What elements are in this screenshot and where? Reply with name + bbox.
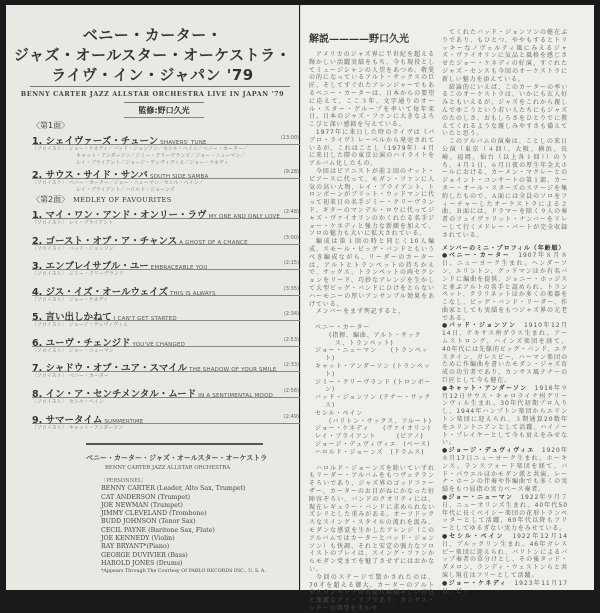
notes-paragraph: 結論的にいえば、このカーターの率いるこのオーケストラは、いかにも玄人好みともいえるが、ジャズをこれから親しんでゆこうという若い人たちにもジャズのたのしさ、おもしろさをひとりでに教えてくれるような親しみやすさも備えていたと思う。 [442,83,568,138]
member-list-item: ハロルド・ジョーンズ (ドラムス) [315,448,425,456]
soloists [32,425,300,432]
track-title-row [32,412,300,424]
track-title-en: SHAVERS' TUNE [160,140,207,146]
track-duration: (2:33) [283,362,299,368]
personnel-member: JIMMY CLEVELAND (Trombone) [101,510,207,518]
orchestra-rule [86,443,263,445]
track-title-ja: 2. サウス・サイド・サンバ [32,170,148,181]
track-3 [32,258,300,278]
track-title-en: SOUTH SIDE SAMBA [149,174,209,180]
track-duration: (13:00) [280,135,299,141]
member-list-item: ジョージ・デュヴィヴィエ (ベース) [315,441,431,449]
member-list-item: バッド・ジョンソン (テナー・サックス) [315,394,432,410]
track-title-ja: 4. ジス・イズ・オールウェイズ [32,287,168,298]
soloist-line: 〔ソロイスト〕 セシル・ペイン [32,399,104,405]
personnel-member: CAT ANDERSON (Trumpet) [101,493,191,501]
member-profile: ●バッド・ジョンソン 1910年12月14日、テキサス州ダラス生まれ。アームストロング、ハインズ楽団を経て、40年代には先駆的ビッグ・バンド、エクスタイン、ガレスピー、ハーマン楽団のために作編曲を書いたモダン・ジャズ育成の功労者であり、カンサス風テナーの巨匠として今も健在。 [442,322,568,385]
supervisor-rule [124,102,204,103]
orchestra-name-ja: ベニー・カーター・ジャズ・オールスター・オーケストラ [86,454,268,462]
title-ja-line-2: ジャズ・オールスター・オーケストラ・ [13,46,292,64]
track-title-ja: 3. エンブレイサブル・ユー [32,261,149,272]
track-9 [32,412,300,432]
notes-paragraph: アメリカのジャズ界に半世紀を超える輝かしい活躍実績をもち、今も現役としてミュージシャンの人望をあつめ、敬愛の的になっているアルト・サックスの巨匠、そしてすぐれたアレンジャーでもあるベニー・カーターは、日本からの要望に応えて、ここ３年、文字通りのオール・スター・グループを率いて毎年来日、日本のジャズ・ファンに大きなよろこびと深い感銘を与えている。 [309,51,435,129]
track-title-row [32,386,300,398]
notes-paragraph: ハロルド・ジョーンズを除いていずれもリーダー・アルバムをもつヴェテランそろいであり、ジャズ界のゴッドファーザー、カーターのお目がねにかなった好陣容ぞろい、バンドのクオリティには、現在レギュラー・バンドに求められないズシリとした重みがある。オーソドックスなスイング・スタイルの流れを汲み、モダンな感覚を生かしたアレンジ（このアルバムではカーターとバッド・ジョンソン）も快調、それと安定の強力なソロイストのプレイは、スイング・ファンからモダン党までを魅了させずにはおかない。 [309,464,435,573]
title-en: BENNY CARTER JAZZ ALLSTAR ORCHESTRA LIVE IN JAPAN '79 [20,90,285,98]
soloist-label: 〔ソロイスト〕 [32,180,67,186]
soloist-line: 〔ソロイスト〕 キャット・アンダーソン [32,425,124,431]
member-list [309,324,435,457]
personnel-members [101,485,266,568]
track-title-en: IN A SENTIMENTAL MOOD [198,393,274,399]
side2-title: MEDLEY OF FAVOURITES [73,196,172,204]
track-title-row [32,360,300,372]
track-duration: (2:48) [283,209,299,215]
track-6 [32,335,300,355]
personnel [101,477,266,577]
profile-name: ●バッド・ジョンソン [442,322,517,330]
notes-paragraph: 今回はピアニストが前２回のナット・ピアースに代って、モダン・ファンに人気の高い大物、レイ・ブライアント、トロンボーンがブリット・ウッドマンに代って初来日の名手ジミー・クリーヴランド、ギターのマンデル・ロウに代ってジャズ・ヴァイオリンのかくれたる名手ジョー・ケネディと強力な新顔を加えて、ソロの魅力も大いに拡大されている。 [309,167,435,238]
personnel-member: RAY BRYANT*(Piano) [101,543,170,551]
track-title-row [32,207,300,219]
soloist-label: 〔ソロイスト〕 [32,146,67,152]
soloist-label: 〔ソロイスト〕 [32,297,67,303]
profile-name: ●ジョージ・デュヴィヴィエ [442,447,535,455]
track-title-ja: 5. 言い出しかねて [32,312,112,323]
soloist-line: 〔ソロイスト〕 ベニー・カーター／ジョー・ニューマン／セシル・ペイン／ [32,180,204,186]
soloists [32,146,300,167]
member-list-item: キャット・アンダーソン (トランペット) [315,363,431,378]
track-list-page [6,5,299,590]
track-title-ja: 6. ユーヴ・チェンジド [32,338,131,349]
track-title-en: THIS IS ALWAYS [169,291,216,297]
track-title-ja: 7. シャドウ・オブ・ユア・スマイル [32,363,188,374]
track-4 [32,284,300,304]
soloist-line: 〔ソロイスト〕 ジョージ・デュヴィヴィエ [32,322,128,328]
personnel-member: CECIL PAYNE (Baritone Sax, Flute) [101,526,215,534]
notes-paragraph: 今回のステージで驚かされたのは、70才を超える御大、カーターのアルトやトランペットの昔変らぬ瑞々しい音色と流麗なアド・リブであり、カンサス・シチーの典型をきかせ [309,573,435,612]
track-title-row [32,133,300,145]
track-title-row [32,309,300,321]
profile-name: ●ジョー・ニューマン [442,494,514,502]
soloists [32,220,300,227]
soloist-label: 〔ソロイスト〕 [32,246,67,252]
soloists [32,297,300,304]
personnel-member: HAROLD JONES (Drums) [101,559,183,567]
track-duration: (2:53) [283,337,299,343]
track-title-en: MY ONE AND ONLY LOVE [208,214,281,220]
side2-label-text: 〈第2面〉 [32,195,70,204]
soloist-line: 〔ソロイスト〕 ジョー・ケネディ／バッド・ジョンソン／セシル・ペイン／ベニー・カーター／ [32,146,248,152]
soloist-line: レイ・ブライアント／ジョージ・デュヴィヴィエ／ジョー・ケネディ [76,160,229,166]
member-list-item: ジミー・クリーヴランド (トロンボーン) [315,378,432,394]
supervisor: 監修:野口久光 [124,106,204,118]
soloists [32,180,300,194]
member-list-item: ベニー・カーター [315,324,371,332]
track-duration: (9:28) [283,169,299,175]
soloist-line: 〔ソロイスト〕 ジミー・クリーヴランド [32,271,124,277]
notes-paragraph: 編成は第１回の時と同じく10人編成、スモール・ビッグ・バンドともいうべき編成ながら、リーダーのカーターは、アルトとトランペットの持ちかえで、サックス、トランペットの両セクションをリード、巧妙なアレンジを生かして大型ビッグ・バンドにひけをとらないハーモニーの厚いアンサンブル効果をあげている。 [309,238,435,308]
track-title-row [32,167,300,179]
soloist-line: 〔ソロイスト〕 ジョー・ニューマン [32,348,114,354]
personnel-member: JOE KENNEDY (Violin) [101,535,175,543]
soloists [32,399,300,406]
track-title-en: SUMMERTIME [104,419,144,425]
track-7 [32,360,300,380]
soloist-line: レイ・ブライアント／ハロルド・ジョーンズ [76,187,175,193]
soloist-label: 〔ソロイスト〕 [32,322,67,328]
member-list-item: セシル・ペイン [315,409,364,417]
title-rule [30,86,290,87]
soloists [32,348,300,355]
track-1 [32,207,300,227]
soloist-line: 〔ソロイスト〕 レイ・ブライアント [32,220,114,226]
track-duration: (2:49) [283,414,299,420]
notes-column-2 [442,29,568,595]
track-title-en: EMBRACEABLE YOU [150,265,208,271]
member-list-item: ジョー・ケネディ (ヴァイオリン) [315,425,431,433]
track-title-en: YOU'VE CHANGED [132,342,186,348]
side1-label-text: 〈第1面〉 [32,121,70,130]
soloist-line: キャット・アンダーソン／ジミー・クリーヴランド／ジョー・ニューマン／ [76,153,246,159]
side2-label [32,195,172,205]
courtesy-note: *Appears Through The Courtesy Of PABLO RECORDS INC., U. S. A. [101,569,266,575]
profile-name: ●キャット・アンダーソン [442,384,528,392]
soloist-label: 〔ソロイスト〕 [32,220,67,226]
personnel-label: 〔PERSONNEL〕 [101,478,147,484]
member-list-item: ジョー・ニューマン (トランペット) [315,347,429,363]
personnel-member: BENNY CARTER (Leader, Alto Sax, Trumpet) [101,485,246,493]
notes-paragraph: てくれたバッド・ジョンソンの健在ぶりであり、もひとつ、ややもするとトリッキーなノヴェルティ風にみえるジャズ・ヴァイオリンに気品と風格を感じさせたジョー・ケネディの好演、すぐれたジャズ・センスも今回のオーケストラに新しい魅力を添えている。 [442,29,568,83]
track-title-ja: 9. サマータイム [32,415,103,426]
side1-label [32,121,69,131]
personnel-member: BUDD JOHNSON (Tenor Sax) [101,518,196,526]
profile-name: ●ジョー・ケネディ [442,579,508,587]
soloists [32,246,300,253]
member-list-item: (指揮、編曲、アルト・サックス、トランペット) [329,331,422,347]
member-profile: ●ジョージ・デュヴィヴィエ 1920年８月17日ニューヨーク生まれ。ホーキンス、ランスフォード楽団を経て、バド・パウエルほかモダン派と共演、レーナ・ホーンの伴奏や作編曲でも多くの実績をもつ屈指の実力ベース奏者。 [442,447,569,494]
member-profile: ●ジョー・ニューマン 1922年９月７日、ニューオリンズ生まれ。40年代50年代に長くベイシー楽団の花形トランペッターとして活躍、60年代以降もフリーとしてゆるぎない実力をみせている。 [442,494,568,533]
soloist-label: 〔ソロイスト〕 [32,425,67,431]
soloist-label: 〔ソロイスト〕 [32,399,67,405]
profile-name: ●ベニー・カーター [442,252,511,260]
personnel-member: GEORGE DUVIVIER (Bass) [101,551,188,559]
title-ja-line-3: ライヴ・イン・ジャパン '79 [51,66,254,84]
track-duration: (2:15) [283,260,299,266]
track-duration: (2:34) [283,311,299,317]
track-title-ja: 8. イン・ア・センチメンタル・ムード [32,389,197,400]
soloists [32,271,300,278]
track-title-en: A GHOST OF A CHANCE [179,240,248,246]
track-duration: (3:35) [283,286,299,292]
track-title-row [32,258,300,270]
soloist-label: 〔ソロイスト〕 [32,373,67,379]
liner-notes-page [300,5,594,612]
soloist-label: 〔ソロイスト〕 [32,348,67,354]
track-title-row [32,284,300,296]
track-title-row [32,335,300,347]
profile-name: ●セシル・ペイン [442,533,505,540]
track-title-ja: 2. ゴースト・オブ・ア・チャンス [32,236,178,247]
soloist-label: 〔ソロイスト〕 [32,271,67,277]
soloists [32,373,300,380]
track-title-ja: 1. シェイヴァーズ・チューン [32,136,159,147]
soloist-line: 〔ソロイスト〕 バッド・ジョンソン [32,246,114,252]
notes-paragraph: メンバーをまず列記すると、 [315,308,406,316]
notes-column-1 [309,33,435,613]
track-1 [32,133,300,167]
notes-paragraph: 1977年に来日した時のライヴは《パブロ・ライヴ》レーベルから発売されているが、これはことし（1979年）４月に来日した際の東京公演のハイライトをアルバム化したもの。 [309,128,435,168]
track-8 [32,386,300,406]
track-duration: (2:56) [283,388,299,394]
soloist-line: 〔ソロイスト〕 ジョー・ケネディ [32,297,109,303]
track-2 [32,167,300,194]
notes-heading: 解説————野口久光 [309,34,409,45]
track-title-en: THE SHADOW OF YOUR SMILE [189,367,277,373]
notes-paragraph: このアルバムの演奏は、ことしの来日公演（東京（４回）、大阪、横浜、長崎、福岡、仙台（以上各１回））のうち、４月１日、６月日夜の厚生年金大ホールにおける、カーメン・マクレーとのジョイント・コンサートの第１部、カーター・オール・スターズのステージを集約したもので、Ａ面には全員のソロをフィーチャーしたオーケストラによる２曲、Ｂ面には、ドラマーを除く９人の奏者のフェイヴァリット・ナンバーをリレーして行くメドレー・パートが完全収録されている。 [442,138,568,239]
track-title-en: I CAN'T GET STARTED [113,316,177,322]
track-5 [32,309,300,329]
track-title-ja: 1. マイ・ワン・アンド・オンリー・ラヴ [32,210,207,221]
title-ja-line-1: ベニー・カーター・ [82,26,223,44]
orchestra-name-en: BENNY CARTER JAZZ ALLSTAR ORCHESTRA [105,465,231,471]
soloists [32,322,300,329]
member-list-item: (バリトン・サックス、フルート) [329,417,432,425]
member-list-item: レイ・ブライアント (ピアノ) [315,433,424,441]
track-title-row [32,233,300,245]
member-profile: ●ジョー・ケネディ 1923年11月17日、ピッ [442,579,568,595]
track-duration: (3:00) [283,235,299,241]
profiles-heading: メンバーのミニ・プロフィル（年齢順） [442,244,566,252]
soloist-line: 〔ソロイスト〕 ベニー・カーター [32,373,109,379]
member-profile: ●セシル・ペイン 1922年12月14日、ブルックリン生まれ。46年ガレスピー楽団に迎えられ、バリトンによるバップ奏者の草分けとし、その後タッド・ダメロン、ランディ・ウェストンらと共演し現在はフリーとして活躍。 [442,533,568,579]
member-profile: ●ベニー・カーター 1907年８月８日、ニューヨーク生まれ。ヘンダーソン、エリントン、グッドマンほか有名バンドに編曲を提供、ジョニー・ホッジスと並ぶアルトの名手と認められ、トランペット、クラリネットほか多くの楽器をこなし、ビッグ・バンド・リーダー、作曲家としても実績をもつジャズ界の元老である。 [442,252,568,322]
track-2 [32,233,300,253]
member-profile: ●キャット・アンダーソン 1916年９月12日サウス・キャロライナ州グリーンヴィル生まれ。30年代初期プロ入りし、1944年ハンプトン楽団からエリントン楽団に迎えられ、３期通算20数年をエリントニアンとして活躍、ハイノート・プレイヤーとして今も衰えをみせない。 [442,384,568,447]
personnel-member: JOE NEWMAN (Trumpet) [101,501,183,509]
